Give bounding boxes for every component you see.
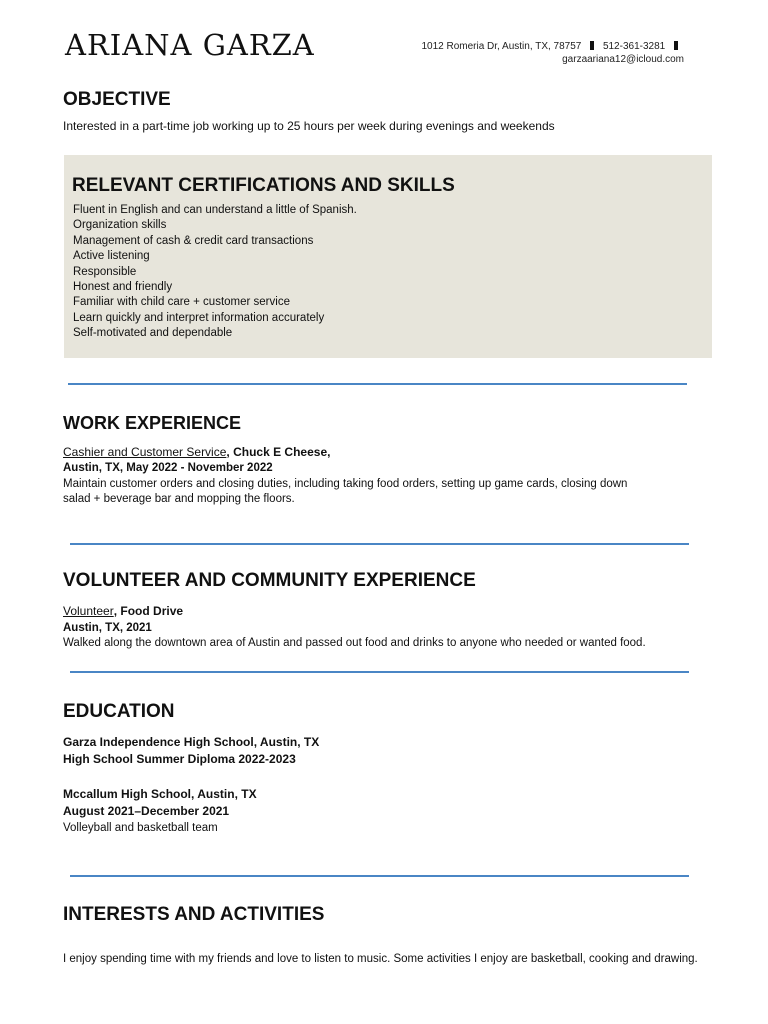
work-location-dates: Austin, TX, May 2022 - November 2022 [63,462,273,474]
skill-item: Active listening [73,250,150,263]
education-school-2-note: Volleyball and basketball team [63,822,218,834]
skill-item: Honest and friendly [73,281,173,294]
applicant-name: ARIANA GARZA [65,28,315,62]
work-employer: , Chuck E Cheese, [226,445,331,459]
education-school-1-detail: High School Summer Diploma 2022-2023 [63,752,296,766]
skill-item: Familiar with child care + customer service [73,296,290,309]
skill-item: Fluent in English and can understand a little of Spanish. [73,204,357,216]
separator-mark [674,41,678,50]
skills-section [64,155,712,358]
work-description-line-1: Maintain customer orders and closing duties, including taking food orders, setting up game cards, closing down [63,478,628,490]
work-role: Cashier and Customer Service [63,445,227,459]
volunteer-organization: , Food Drive [113,604,184,618]
skills-heading: RELEVANT CERTIFICATIONS AND SKILLS [72,175,455,196]
work-title-line [63,445,330,460]
skill-item: Management of cash & credit card transactions [73,234,314,247]
contact-info [421,40,684,66]
education-school-2-dates: August 2021–December 2021 [63,804,230,818]
objective-heading: OBJECTIVE [63,89,171,110]
work-heading: WORK EXPERIENCE [63,413,242,433]
volunteer-title-line [63,604,183,619]
skill-item: Organization skills [73,219,167,232]
education-heading: EDUCATION [63,701,175,722]
address: 1012 Romeria Dr, Austin, TX, 78757 [421,41,582,52]
skill-item: Learn quickly and interpret information accurately [73,311,325,324]
section-divider [70,671,689,673]
skill-item: Self-motivated and dependable [73,327,233,340]
volunteer-heading: VOLUNTEER AND COMMUNITY EXPERIENCE [63,570,476,591]
section-divider [70,875,689,877]
education-school-2: Mccallum High School, Austin, TX [63,787,257,801]
section-divider [70,543,689,545]
phone-number: 512-361-3281 [602,41,666,52]
interests-text: I enjoy spending time with my friends and love to listen to music. Some activities I enjoy are basketball, cooking and drawing. [63,953,698,965]
volunteer-description: Walked along the downtown area of Austin and passed out food and drinks to anyone who needed or wanted food. [63,637,646,649]
volunteer-role: Volunteer [63,604,114,618]
skill-item: Responsible [73,265,137,278]
work-description-line-2: salad + beverage bar and mopping the floors. [63,493,295,505]
email-address: garzaariana12@icloud.com [562,54,684,65]
objective-text: Interested in a part-time job working up to 25 hours per week during evenings and weekends [63,119,555,133]
volunteer-location-dates: Austin, TX, 2021 [63,622,152,634]
skills-list [73,203,357,342]
separator-mark [590,41,594,50]
interests-heading: INTERESTS AND ACTIVITIES [63,904,325,925]
education-school-1: Garza Independence High School, Austin, TX [63,735,320,749]
section-divider [68,383,687,385]
